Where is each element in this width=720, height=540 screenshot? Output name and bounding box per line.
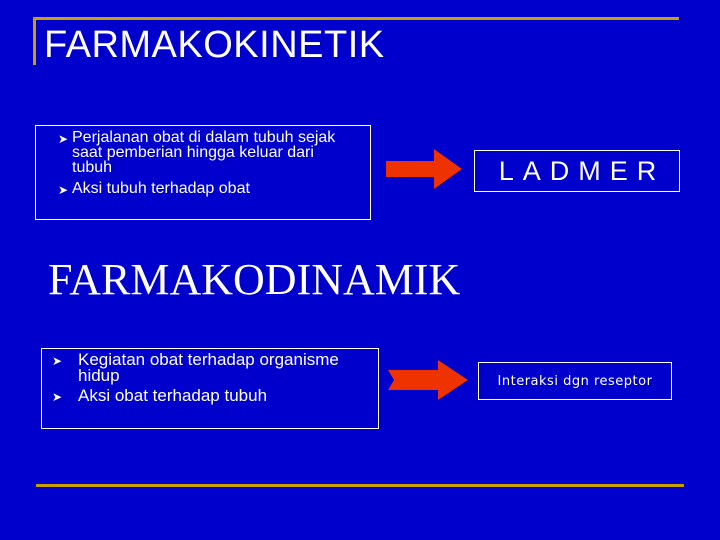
right-arrow-icon <box>386 149 462 189</box>
ladmer-box: LADMER <box>474 150 680 192</box>
list-item <box>52 352 372 384</box>
farmakodinamik-box <box>41 348 379 429</box>
list-item <box>58 181 358 198</box>
bullet-text: Kegiatan obat terhadap organisme hidup <box>78 350 339 385</box>
list-item <box>58 130 358 175</box>
interaksi-box: Interaksi dgn reseptor <box>478 362 672 400</box>
arrow-bullet-icon: ➤ <box>58 183 69 197</box>
right-arrow-icon <box>388 360 468 400</box>
farmakokinetik-title: FARMAKOKINETIK <box>44 24 385 66</box>
bullet-text: Aksi obat terhadap tubuh <box>78 386 268 405</box>
top-accent-line <box>33 17 679 20</box>
farmakokinetik-bullet-list <box>58 130 358 204</box>
bullet-text: Aksi tubuh terhadap obat <box>72 180 250 197</box>
bottom-accent-line <box>36 484 684 487</box>
farmakodinamik-bullet-list <box>52 352 372 409</box>
farmakodinamik-title: FARMAKODINAMIK <box>48 255 461 304</box>
arrow-bullet-icon: ➤ <box>52 390 63 404</box>
bullet-text: Perjalanan obat di dalam tubuh sejak saat pemberian hingga keluar dari tubuh <box>72 129 336 176</box>
left-accent-line <box>33 17 36 65</box>
arrow-bullet-icon: ➤ <box>52 354 63 368</box>
list-item <box>52 388 372 405</box>
farmakokinetik-box <box>35 125 371 220</box>
arrow-bullet-icon: ➤ <box>58 132 69 146</box>
